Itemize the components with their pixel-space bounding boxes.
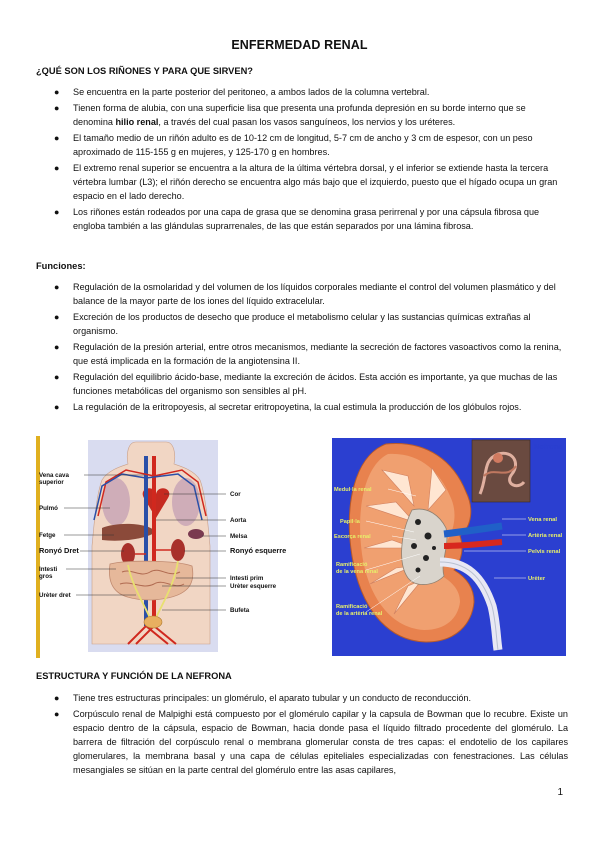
label-arteria-renal: Artèria renal	[528, 533, 563, 539]
label-pelvis-renal: Pelvis renal	[528, 549, 561, 555]
bullet-icon: ●	[54, 402, 60, 412]
bullet-icon: ●	[54, 163, 60, 173]
label-papila: Papil·la	[340, 519, 360, 525]
label-bufeta: Bufeta	[230, 607, 250, 614]
list-item: ● El tamaño medio de un riñón adulto es de 10-12 cm de longitud, 5-7 cm de ancho y 3 cm de espesor, con un peso aproximado de 115-155 g en mujeres, y 125-170 g en hombres.	[54, 133, 533, 157]
list-item: ● El extremo renal superior se encuentra a la altura de la última vértebra dorsal, y el inferior se extiende hasta la tercera vértebra lumbar (L3); el riñón derecho se encuentra algo más bajo que el izquierdo, puesto que el hígado ocupa un gran espacio en el lado derecho.	[54, 163, 558, 201]
bullet-icon: ●	[54, 342, 60, 352]
list-item: ● Regulación del equilibrio ácido-base, mediante la excreción de ácidos. Esta acción es importante, ya que muchas de las funciones metabólicas del organismo son sensibles al pH.	[54, 372, 558, 396]
list-item: ● Excreción de los productos de desecho que produce el metabolismo celular y las sustancias químicas extrañas al organismo.	[54, 312, 531, 336]
label-aorta: Aorta	[230, 517, 247, 524]
keyword-hilio-renal: hilio renal	[115, 117, 159, 127]
bullet-icon: ●	[54, 207, 60, 217]
kidney-figures	[36, 436, 566, 658]
bullet-icon: ●	[54, 312, 60, 322]
svg-text:Ramificacióde la artèria renal: Ramificació de la artèria renal	[336, 604, 383, 617]
label-pulmo: Pulmó	[39, 505, 58, 512]
label-ronyo-esquerre: Ronyó esquerre	[230, 546, 287, 555]
page-number: 1	[557, 787, 563, 798]
list-item: ● Regulación de la presión arterial, entre otros mecanismos, mediante la secreción de factores vasoactivos como la renina, que está implicada en la formación de la angiotensina II.	[54, 342, 562, 366]
list-item: ● Regulación de la osmolaridad y del volumen de los líquidos corporales mediante el control del volumen plasmático y del balance de la mayor parte de los iones del líquido extracelular.	[54, 282, 556, 306]
bullet-list-funciones	[36, 280, 568, 416]
label-nefrona: Nefrona	[534, 442, 563, 451]
label-vena-renal: Vena renal	[528, 517, 558, 523]
bullet-icon: ●	[54, 282, 60, 292]
bullet-icon: ●	[54, 87, 60, 97]
label-ureter-esquerre: Urèter esquerre	[230, 583, 277, 590]
section-heading-funciones: Funciones:	[36, 261, 86, 271]
bullet-icon: ●	[54, 693, 60, 703]
bullet-icon: ●	[54, 133, 60, 143]
bullet-icon: ●	[54, 709, 60, 719]
list-item: ● Se encuentra en la parte posterior del peritoneo, a ambos lados de la columna vertebral.	[54, 87, 430, 97]
bullet-list-rinones	[36, 85, 568, 235]
label-ureter-dret: Urèter dret	[39, 592, 71, 599]
kidney-section-figure	[332, 438, 566, 656]
label-vena-cava: Vena cava superior	[39, 472, 69, 486]
label-cor: Cor	[230, 491, 241, 498]
label-intesti-prim: Intesti prim	[230, 575, 264, 582]
label-escorca-renal: Escorça renal	[334, 534, 371, 540]
label-intesti-gros: Intesti gros	[39, 566, 58, 580]
list-item: ● Tienen forma de alubia, con una superficie lisa que presenta una profunda depresión en su borde interno que se denomina hilio renal, a través del cual pasan los vasos sanguíneos, los nervios y los uréteres.	[54, 103, 526, 127]
bullet-icon: ●	[54, 103, 60, 113]
document-title: ENFERMEDAD RENAL	[231, 38, 368, 52]
svg-text:Ramificacióde la vena renal: Ramificació de la vena renal	[336, 562, 378, 575]
urinary-system-figure	[36, 436, 286, 658]
label-ronyo-dret: Ronyó Dret	[39, 546, 79, 555]
list-item: ● Tiene tres estructuras principales: un glomérulo, el aparato tubular y un conducto de reconducción.	[54, 693, 471, 703]
label-ureter: Urèter	[528, 576, 546, 582]
bullet-list-nefrona	[36, 691, 568, 779]
label-fetge: Fetge	[39, 532, 56, 539]
label-melsa: Melsa	[230, 533, 248, 540]
section-heading-nefrona: ESTRUCTURA Y FUNCIÓN DE LA NEFRONA	[36, 671, 232, 681]
list-item: ● La regulación de la eritropoyesis, al secretar eritropoyetina, la cual estimula la producción de los glóbulos rojos.	[54, 402, 522, 412]
bullet-icon: ●	[54, 372, 60, 382]
list-item: ● Corpúsculo renal de Malpighi está compuesto por el glomérulo capilar y la capsula de Bowman que lo recubre. Existe un espacio dentro de la cápsula, espacio de Bowman, hacia donde pasa el líquido filtrado procedente del glomérulo. La barrera de filtración del corpúsculo renal o membrana glomerular consta de tres capas: el endotelio de los capilares glomerulares, la membrana basal y una capa de células epiteliales especializadas con fenestraciones. Las células mesangiales se sitúan en la parte central del glomérulo entre las asas capilares,	[54, 709, 568, 775]
list-item: ● Los riñones están rodeados por una capa de grasa que se denomina grasa perirrenal y por una cápsula fibrosa que engloba también a las glándulas suprarrenales, de las que están separados por una lámina fibrosa.	[54, 207, 540, 231]
section-heading-rinones: ¿QUÉ SON LOS RIÑONES Y PARA QUE SIRVEN?	[36, 66, 253, 76]
label-medula-renal: Medul·la renal	[334, 487, 372, 493]
